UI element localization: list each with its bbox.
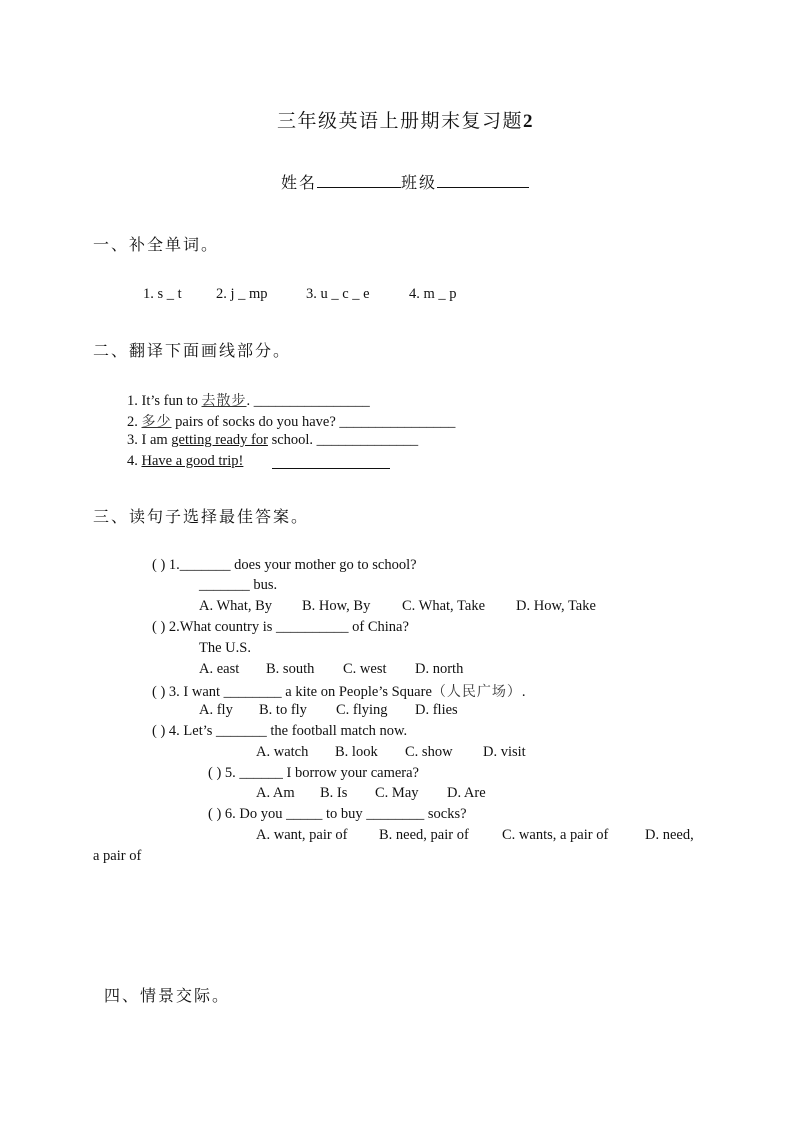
mc-q3 bbox=[152, 681, 526, 701]
section4-heading: 四、情景交际。 bbox=[104, 986, 231, 1005]
q1-post: . ________________ bbox=[246, 393, 370, 409]
section3-heading: 三、读句子选择最佳答案。 bbox=[93, 507, 310, 526]
mc-q4-option-d: D. visit bbox=[483, 744, 526, 760]
translate-q2 bbox=[127, 411, 455, 431]
mc-q5-option-b: B. Is bbox=[320, 785, 348, 801]
q2-pre: 2. bbox=[127, 414, 142, 430]
translate-q4 bbox=[127, 453, 243, 470]
mc-q3-option-d: D. flies bbox=[415, 702, 458, 718]
mc-q3-option-a: A. fly bbox=[199, 702, 233, 718]
mc-q2-option-d: D. north bbox=[415, 661, 464, 677]
mc-q3-option-c: C. flying bbox=[336, 702, 388, 718]
q4-answer-blank[interactable] bbox=[272, 468, 390, 469]
q1-highlight: 去散步 bbox=[201, 393, 247, 409]
mc-q1: ( ) 1._______ does your mother go to school? bbox=[152, 557, 417, 573]
mc-q3-option-b: B. to fly bbox=[259, 702, 307, 718]
q3-pre: 3. I am bbox=[127, 432, 172, 448]
word-item-3: 3. u _ c _ e bbox=[306, 286, 370, 302]
mc-q6: ( ) 6. Do you _____ to buy ________ socks? bbox=[208, 806, 467, 822]
mc-q4-option-b: B. look bbox=[335, 744, 378, 760]
q3-post: school. ______________ bbox=[267, 432, 419, 448]
mc-q2-option-a: A. east bbox=[199, 661, 240, 677]
mc-q6-option-d-wrap: a pair of bbox=[93, 848, 142, 864]
class-blank[interactable] bbox=[437, 186, 529, 188]
name-blank[interactable] bbox=[317, 186, 401, 188]
translate-q1 bbox=[127, 390, 370, 410]
mc-q3-end: . bbox=[521, 684, 526, 700]
mc-q6-option-a: A. want, pair of bbox=[256, 827, 348, 843]
q4-underlined: Have a good trip! bbox=[141, 453, 244, 469]
mc-q2: ( ) 2.What country is __________ of China? bbox=[152, 619, 409, 635]
mc-q3-cn: （人民广场） bbox=[431, 684, 522, 700]
mc-q6-option-d: D. need, bbox=[645, 827, 694, 843]
mc-q5: ( ) 5. ______ I borrow your camera? bbox=[208, 765, 419, 781]
mc-q1-option-b: B. How, By bbox=[302, 598, 371, 614]
mc-q2-option-c: C. west bbox=[343, 661, 387, 677]
mc-q4-option-a: A. watch bbox=[256, 744, 309, 760]
mc-q4-option-c: C. show bbox=[405, 744, 453, 760]
q3-underlined: getting ready for bbox=[171, 432, 268, 448]
mc-q1-option-c: C. What, Take bbox=[402, 598, 486, 614]
word-item-1: 1. s _ t bbox=[143, 286, 182, 302]
section1-heading: 一、补全单词。 bbox=[93, 235, 220, 254]
mc-q2-line2: The U.S. bbox=[199, 640, 251, 656]
title-text: 三年级英语上册期末复习题 bbox=[277, 111, 524, 132]
name-class-line bbox=[281, 170, 529, 193]
mc-q3-text: ( ) 3. I want ________ a kite on People’s Square bbox=[152, 684, 432, 700]
q1-pre: 1. It’s fun to bbox=[127, 393, 202, 409]
mc-q4: ( ) 4. Let’s _______ the football match now. bbox=[152, 723, 408, 739]
mc-q6-option-c: C. wants, a pair of bbox=[502, 827, 609, 843]
mc-q2-option-b: B. south bbox=[266, 661, 315, 677]
title-number: 2 bbox=[523, 111, 535, 132]
word-item-4: 4. m _ p bbox=[409, 286, 457, 302]
translate-q3 bbox=[127, 432, 418, 449]
q4-pre: 4. bbox=[127, 453, 142, 469]
word-item-2: 2. j _ mp bbox=[216, 286, 268, 302]
class-label: 班级 bbox=[401, 173, 438, 192]
section2-heading: 二、翻译下面画线部分。 bbox=[93, 341, 292, 360]
q2-post: pairs of socks do you have? ________________ bbox=[171, 414, 456, 430]
mc-q1-option-d: D. How, Take bbox=[516, 598, 596, 614]
page-title bbox=[277, 106, 534, 133]
mc-q5-option-d: D. Are bbox=[447, 785, 486, 801]
mc-q5-option-a: A. Am bbox=[256, 785, 295, 801]
mc-q1-line2: _______ bus. bbox=[199, 577, 278, 593]
name-label: 姓名 bbox=[281, 173, 318, 192]
mc-q5-option-c: C. May bbox=[375, 785, 419, 801]
mc-q6-option-b: B. need, pair of bbox=[379, 827, 469, 843]
q2-highlight: 多少 bbox=[141, 414, 172, 430]
mc-q1-option-a: A. What, By bbox=[199, 598, 273, 614]
